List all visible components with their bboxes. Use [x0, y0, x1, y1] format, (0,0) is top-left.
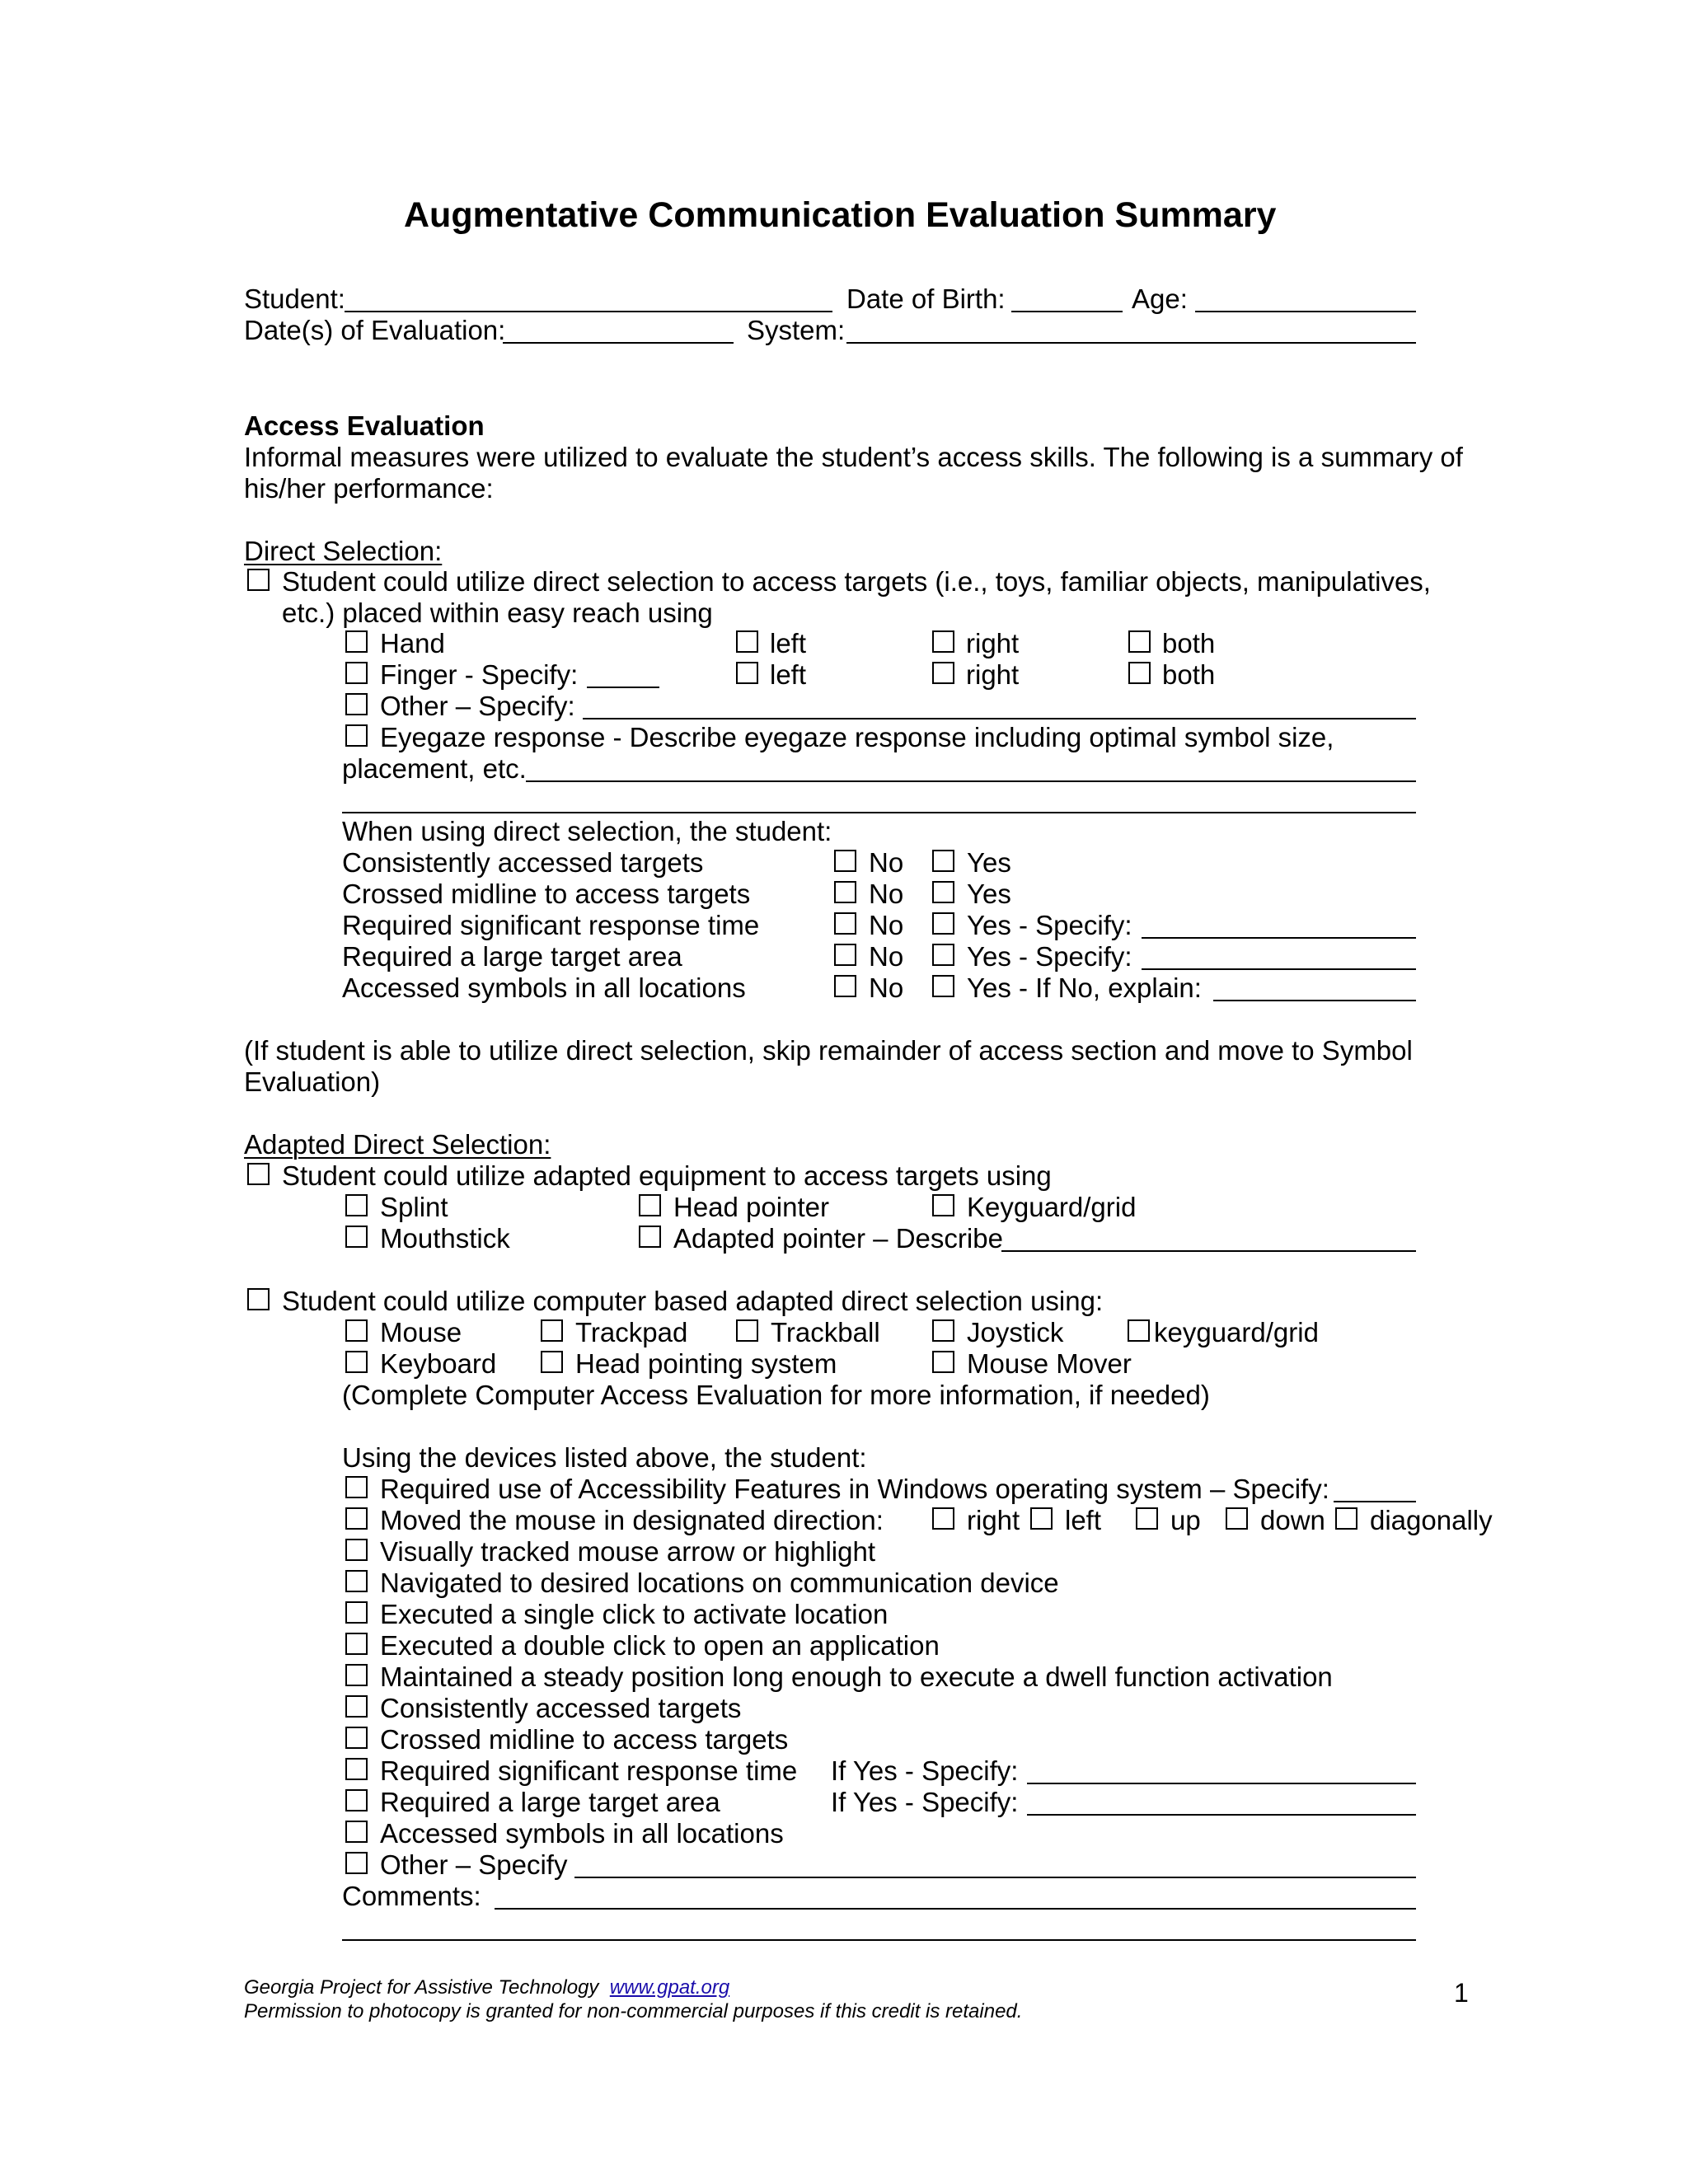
- finger-left-checkbox[interactable]: [736, 662, 758, 684]
- access-heading: Access Evaluation: [244, 410, 485, 441]
- joystick-checkbox[interactable]: [932, 1319, 954, 1342]
- keyboard-label: Keyboard: [380, 1348, 497, 1379]
- large-area-label: Required a large target area: [380, 1787, 720, 1817]
- trackpad-label: Trackpad: [575, 1317, 688, 1347]
- ds-row-yes-label: Yes - If No, explain:: [967, 972, 1202, 1003]
- keyguard-grid-checkbox[interactable]: [1128, 1319, 1150, 1342]
- device-item-checkbox[interactable]: [345, 1570, 368, 1592]
- keyboard-checkbox[interactable]: [345, 1351, 368, 1373]
- ds-row-no-label: No: [869, 847, 904, 878]
- comments-field-1[interactable]: [495, 1908, 1416, 1910]
- eyegaze-field-2[interactable]: [342, 812, 1416, 813]
- dir-up-label: up: [1170, 1505, 1201, 1535]
- ds-row-yes-checkbox[interactable]: [932, 881, 954, 903]
- finger-right-checkbox[interactable]: [932, 662, 954, 684]
- devices-intro: Using the devices listed above, the student:: [342, 1442, 867, 1473]
- direct-selection-heading: Direct Selection:: [244, 536, 443, 566]
- other-checkbox[interactable]: [345, 693, 368, 715]
- head-pointer-checkbox[interactable]: [639, 1194, 661, 1216]
- ds-row-no-checkbox[interactable]: [834, 881, 856, 903]
- other-specify-field[interactable]: [583, 718, 1416, 719]
- accessibility-label: Required use of Accessibility Features in Windows operating system – Specify:: [380, 1474, 1329, 1504]
- dir-right-checkbox[interactable]: [932, 1507, 954, 1530]
- direct-selection-statement-2: etc.) placed within easy reach using: [282, 598, 713, 628]
- device-item-checkbox[interactable]: [345, 1727, 368, 1749]
- large-area-checkbox[interactable]: [345, 1789, 368, 1811]
- adapted-pointer-label: Adapted pointer – Describe: [673, 1223, 1003, 1254]
- dir-diagonally-label: diagonally: [1370, 1505, 1493, 1535]
- computer-statement: Student could utilize computer based adapted direct selection using:: [282, 1286, 1104, 1316]
- trackball-label: Trackball: [771, 1317, 880, 1347]
- devices-other-checkbox[interactable]: [345, 1852, 368, 1874]
- hand-left-checkbox[interactable]: [736, 630, 758, 653]
- ds-row-yes-checkbox[interactable]: [932, 850, 954, 872]
- eyegaze-line2: placement, etc.: [342, 753, 527, 784]
- computer-checkbox[interactable]: [247, 1288, 270, 1310]
- device-item-label: Consistently accessed targets: [380, 1693, 742, 1723]
- dir-left-checkbox[interactable]: [1030, 1507, 1053, 1530]
- eyegaze-checkbox[interactable]: [345, 724, 368, 747]
- ds-row-label: Consistently accessed targets: [342, 847, 704, 878]
- device-item-checkbox[interactable]: [345, 1601, 368, 1624]
- footer-credit: [244, 1978, 729, 1998]
- trackball-checkbox[interactable]: [736, 1319, 758, 1342]
- skip-note-line2: Evaluation): [244, 1066, 381, 1097]
- footer-permission: Permission to photocopy is granted for non-commercial purposes if this credit is retained.: [244, 2000, 1023, 2022]
- ds-row-specify-field[interactable]: [1142, 937, 1416, 939]
- large-area-field[interactable]: [1027, 1814, 1416, 1816]
- dir-right-label: right: [967, 1505, 1020, 1535]
- ds-row-yes-label: Yes: [967, 879, 1011, 909]
- ds-row-label: Required a large target area: [342, 941, 682, 972]
- ds-row-no-label: No: [869, 941, 904, 972]
- direct-selection-checkbox[interactable]: [247, 569, 270, 591]
- access-intro-line2: his/her performance:: [244, 473, 494, 504]
- device-item-label: Navigated to desired locations on communication device: [380, 1568, 1059, 1598]
- finger-specify-field[interactable]: [587, 687, 659, 688]
- device-item-label: Maintained a steady position long enough to execute a dwell function activation: [380, 1661, 1333, 1692]
- system-label: System:: [747, 315, 846, 345]
- sig-time-if-yes: If Yes - Specify:: [831, 1755, 1019, 1786]
- finger-label: Finger - Specify:: [380, 659, 579, 690]
- dir-down-checkbox[interactable]: [1226, 1507, 1248, 1530]
- dir-diagonally-checkbox[interactable]: [1335, 1507, 1357, 1530]
- device-item-label: Executed a double click to open an application: [380, 1630, 940, 1661]
- mouse-mover-label: Mouse Mover: [967, 1348, 1132, 1379]
- page-number: 1: [1454, 1978, 1469, 2008]
- dir-left-label: left: [1065, 1505, 1102, 1535]
- hand-left-label: left: [770, 628, 807, 658]
- splint-checkbox[interactable]: [345, 1194, 368, 1216]
- device-item-checkbox[interactable]: [345, 1633, 368, 1655]
- adapted-checkbox[interactable]: [247, 1163, 270, 1185]
- mouse-checkbox[interactable]: [345, 1319, 368, 1342]
- finger-both-checkbox[interactable]: [1128, 662, 1151, 684]
- finger-right-label: right: [966, 659, 1020, 690]
- ds-row-no-label: No: [869, 879, 904, 909]
- dob-field[interactable]: [1011, 311, 1123, 312]
- sig-time-checkbox[interactable]: [345, 1758, 368, 1780]
- system-field[interactable]: [846, 342, 1416, 344]
- devices-other-label: Other – Specify: [380, 1849, 568, 1880]
- ds-row-yes-label: Yes: [967, 847, 1011, 878]
- mouse-label: Mouse: [380, 1317, 462, 1347]
- device-item-checkbox[interactable]: [345, 1664, 368, 1686]
- mouthstick-checkbox[interactable]: [345, 1226, 368, 1248]
- skip-note-line1: (If student is able to utilize direct selection, skip remainder of access section and move to Symbol: [244, 1035, 1413, 1066]
- footer-org: Georgia Project for Assistive Technology: [244, 1976, 599, 1999]
- ds-row-explain-field[interactable]: [1213, 1000, 1416, 1001]
- head-pointing-label: Head pointing system: [575, 1348, 837, 1379]
- age-label: Age:: [1132, 284, 1188, 314]
- device-item-checkbox[interactable]: [345, 1539, 368, 1561]
- devices-other-field[interactable]: [574, 1877, 1416, 1878]
- hand-right-label: right: [966, 628, 1020, 658]
- device-item-label: Visually tracked mouse arrow or highlight: [380, 1536, 876, 1567]
- student-field[interactable]: [345, 311, 832, 312]
- access-intro-line1: Informal measures were utilized to evaluate the student’s access skills. The following is a summary of: [244, 442, 1463, 472]
- ds-row-yes-checkbox[interactable]: [932, 944, 954, 966]
- ds-row-no-checkbox[interactable]: [834, 975, 856, 997]
- ds-row-specify-field[interactable]: [1142, 968, 1416, 970]
- device-item-label: Crossed midline to access targets: [380, 1724, 789, 1755]
- all-locations-checkbox[interactable]: [345, 1821, 368, 1843]
- ds-row-no-checkbox[interactable]: [834, 912, 856, 935]
- mouse-mover-checkbox[interactable]: [932, 1351, 954, 1373]
- dir-up-checkbox[interactable]: [1136, 1507, 1158, 1530]
- eval-dates-field[interactable]: [503, 342, 734, 344]
- ds-row-label: Crossed midline to access targets: [342, 879, 751, 909]
- head-pointing-checkbox[interactable]: [541, 1351, 563, 1373]
- keyguard-label: Keyguard/grid: [967, 1192, 1137, 1222]
- sig-time-field[interactable]: [1027, 1783, 1416, 1784]
- ds-row-yes-label: Yes - Specify:: [967, 910, 1132, 940]
- footer-link[interactable]: www.gpat.org: [609, 1976, 730, 1999]
- ds-row-yes-checkbox[interactable]: [932, 975, 954, 997]
- student-label: Student:: [244, 284, 345, 314]
- ds-row-yes-label: Yes - Specify:: [967, 941, 1132, 972]
- computer-note: (Complete Computer Access Evaluation for more information, if needed): [342, 1380, 1210, 1410]
- finger-checkbox[interactable]: [345, 662, 368, 684]
- splint-label: Splint: [380, 1192, 448, 1222]
- comments-label: Comments:: [342, 1881, 481, 1911]
- ds-row-no-label: No: [869, 972, 904, 1003]
- accessibility-field[interactable]: [1334, 1501, 1416, 1502]
- hand-right-checkbox[interactable]: [932, 630, 954, 653]
- dir-down-label: down: [1260, 1505, 1325, 1535]
- adapted-heading: Adapted Direct Selection:: [244, 1129, 551, 1160]
- finger-both-label: both: [1162, 659, 1216, 690]
- hand-both-checkbox[interactable]: [1128, 630, 1151, 653]
- large-area-if-yes: If Yes - Specify:: [831, 1787, 1019, 1817]
- ds-row-label: Required significant response time: [342, 910, 760, 940]
- ds-row-label: Accessed symbols in all locations: [342, 972, 746, 1003]
- head-pointer-label: Head pointer: [673, 1192, 829, 1222]
- device-item-checkbox[interactable]: [345, 1695, 368, 1718]
- trackpad-checkbox[interactable]: [541, 1319, 563, 1342]
- when-using-label: When using direct selection, the student:: [342, 816, 832, 846]
- device-item-label: Executed a single click to activate location: [380, 1599, 889, 1629]
- ds-row-no-checkbox[interactable]: [834, 944, 856, 966]
- eyegaze-field-1[interactable]: [526, 780, 1416, 782]
- sig-time-label: Required significant response time: [380, 1755, 798, 1786]
- dob-label: Date of Birth:: [846, 284, 1006, 314]
- ds-row-no-checkbox[interactable]: [834, 850, 856, 872]
- hand-checkbox[interactable]: [345, 630, 368, 653]
- adapted-statement: Student could utilize adapted equipment to access targets using: [282, 1160, 1052, 1191]
- eval-dates-label: Date(s) of Evaluation:: [244, 315, 506, 345]
- moved-mouse-checkbox[interactable]: [345, 1507, 368, 1530]
- page-title: Augmentative Communication Evaluation Summary: [404, 195, 1277, 235]
- keyguard-grid-label: keyguard/grid: [1154, 1317, 1319, 1347]
- all-locations-label: Accessed symbols in all locations: [380, 1818, 784, 1849]
- keyguard-checkbox[interactable]: [932, 1194, 954, 1216]
- other-label: Other – Specify:: [380, 691, 575, 721]
- adapted-pointer-field[interactable]: [1001, 1250, 1416, 1252]
- ds-row-no-label: No: [869, 910, 904, 940]
- mouthstick-label: Mouthstick: [380, 1223, 510, 1254]
- joystick-label: Joystick: [967, 1317, 1064, 1347]
- moved-mouse-label: Moved the mouse in designated direction:: [380, 1505, 884, 1535]
- age-field[interactable]: [1195, 311, 1416, 312]
- hand-label: Hand: [380, 628, 445, 658]
- hand-both-label: both: [1162, 628, 1216, 658]
- ds-row-yes-checkbox[interactable]: [932, 912, 954, 935]
- eyegaze-line1: Eyegaze response - Describe eyegaze response including optimal symbol size,: [380, 722, 1334, 752]
- comments-field-2[interactable]: [342, 1939, 1416, 1941]
- accessibility-checkbox[interactable]: [345, 1476, 368, 1498]
- adapted-pointer-checkbox[interactable]: [639, 1226, 661, 1248]
- finger-left-label: left: [770, 659, 807, 690]
- direct-selection-statement-1: Student could utilize direct selection to access targets (i.e., toys, familiar objects, manipulatives,: [282, 566, 1431, 597]
